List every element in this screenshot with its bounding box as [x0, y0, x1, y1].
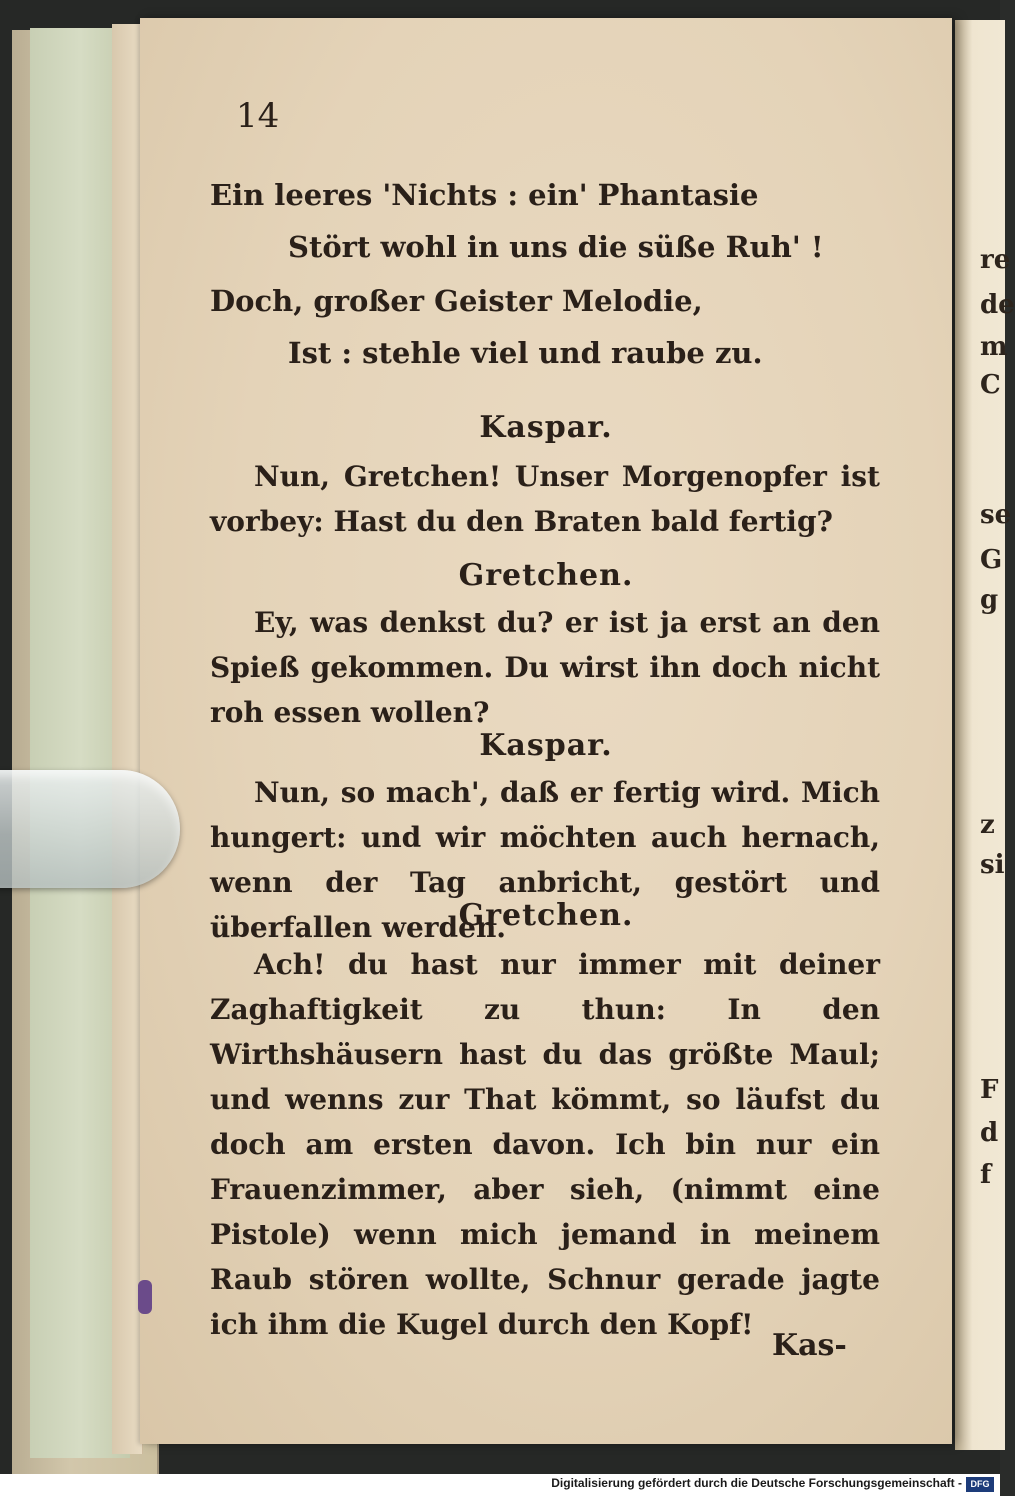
fragment: si [980, 850, 1005, 880]
fragment: C [980, 370, 1001, 400]
footer-bar [0, 1474, 1000, 1496]
fragment: m [980, 332, 1008, 362]
dialogue-text: Nun, so mach', daß er fertig wird. Mich hungert: und wir möchten auch hernach, wenn der Tag anbricht, gestört und überfallen werden. [210, 776, 880, 944]
verse-line: Ist : stehle viel und raube zu. [288, 336, 763, 370]
page-stack [112, 24, 143, 1454]
funding-credit: Digitalisierung gefördert durch die Deutsche Forschungsgemeinschaft - [551, 1476, 962, 1490]
dialogue-text: Nun, Gretchen! Unser Morgenopfer ist vorbey: Hast du den Braten bald fertig? [210, 460, 880, 538]
fragment: d [980, 1118, 999, 1148]
speaker-name: Gretchen. [458, 898, 634, 933]
fragment: de [980, 290, 1015, 320]
speaker-name: Gretchen. [458, 558, 634, 593]
dfg-logo: DFG [966, 1477, 994, 1492]
fragment: z [980, 810, 995, 840]
dialogue-text: Ach! du hast nur immer mit deiner Zaghaftigkeit zu thun: In den Wirthshäusern hast du das größte Maul; und wenns zur That kömmt, so läufst du doch am ersten davon. Ich bin nur ein Frauenzimmer, aber sieh, (nimmt eine Pistole) wenn mich jemand in meinem Raub stören wollte, Schnur gerade jagte ich ihm die Kugel durch den Kopf! [210, 948, 880, 1341]
speaker-name: Kaspar. [479, 410, 613, 445]
page-number: 14 [236, 96, 280, 136]
verse-line: Doch, großer Geister Melodie, [210, 284, 703, 318]
book-page [140, 18, 952, 1444]
fragment: G [980, 545, 1003, 575]
fragment: se [980, 500, 1012, 530]
catchword: Kas- [772, 1328, 847, 1363]
verse-line: Ein leeres 'Nichts : ein' Phantasie [210, 178, 759, 212]
fragment: re [980, 245, 1011, 275]
library-stamp-mark [138, 1280, 152, 1314]
dialogue-text: Ey, was denkst du? er ist ja erst an den Spieß gekommen. Du wirst ihn doch nicht roh essen wollen? [210, 606, 880, 729]
facing-page-fragments [980, 0, 1015, 1400]
page-holder-clip [0, 770, 180, 888]
verse-line: Stört wohl in uns die süße Ruh' ! [288, 230, 824, 264]
fragment: g [980, 585, 999, 615]
fragment: F [980, 1075, 999, 1105]
fragment: f [980, 1160, 992, 1190]
speaker-name: Kaspar. [479, 728, 613, 763]
